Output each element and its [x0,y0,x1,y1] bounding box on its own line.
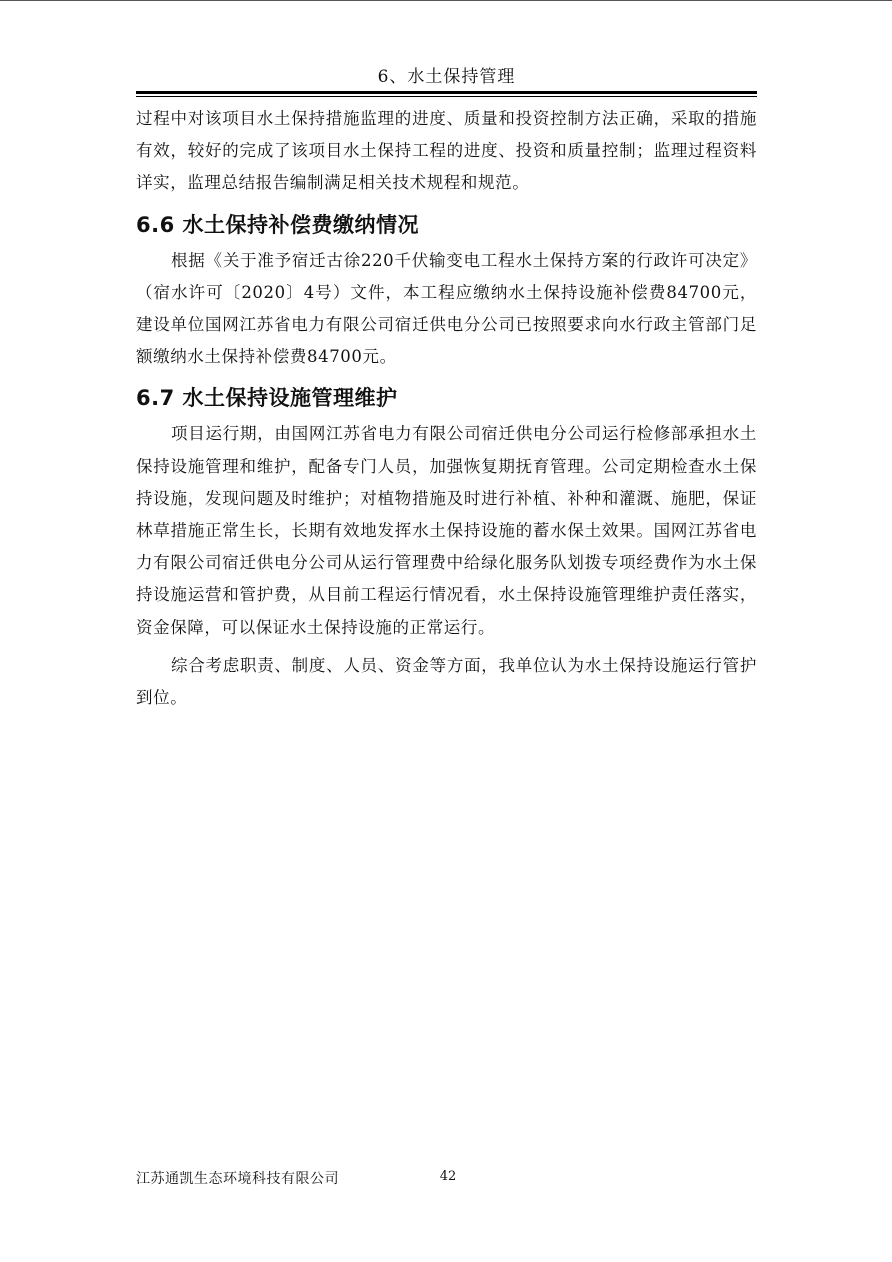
section-6-7-paragraph-2: 综合考虑职责、制度、人员、资金等方面，我单位认为水土保持设施运行管护到位。 [136,655,757,708]
section-6-6-paragraph: 根据《关于准予宿迁古徐220千伏输变电工程水土保持方案的行政许可决定》（宿水许可〔2020〕4号）文件，本工程应缴纳水土保持设施补偿费84700元，建设单位国网江苏省电力有限公司宿迁供电分公司已按照要求向水行政主管部门足额缴纳水土保持补偿费84700元。 [136,250,757,367]
page-top-border [0,0,892,1]
section-6-7-heading: 6.7 水土保持设施管理维护 [136,386,398,411]
section-6-7-paragraph-1: 项目运行期，由国网江苏省电力有限公司宿迁供电分公司运行检修部承担水土保持设施管理和维护，配备专门人员，加强恢复期抚育管理。公司定期检查水土保持设施，发现问题及时维护；对植物措施及时进行补植、补种和灌溉、施肥，保证林草措施正常生长，长期有效地发挥水土保持设施的蓄水保土效果。国网江苏省电力有限公司宿迁供电分公司从运行管理费中给绿化服务队划拨专项经费作为水土保持设施运营和管护费，从目前工程运行情况看，水土保持设施管理维护责任落实，资金保障，可以保证水土保持设施的正常运行。 [136,424,757,637]
header-rule-thin [136,96,757,97]
page-body [136,103,757,714]
footer-company-name: 江苏通凯生态环境科技有限公司 [136,1171,339,1187]
header-rule-thick [136,91,757,94]
page-number: 42 [439,1169,457,1184]
running-header: 6、水土保持管理 [377,67,516,87]
intro-paragraph: 过程中对该项目水土保持措施监理的进度、质量和投资控制方法正确，采取的措施有效，较好的完成了该项目水土保持工程的进度、投资和质量控制；监理过程资料详实，监理总结报告编制满足相关技术规程和规范。 [136,109,757,193]
section-6-6-heading: 6.6 水土保持补偿费缴纳情况 [136,212,420,237]
